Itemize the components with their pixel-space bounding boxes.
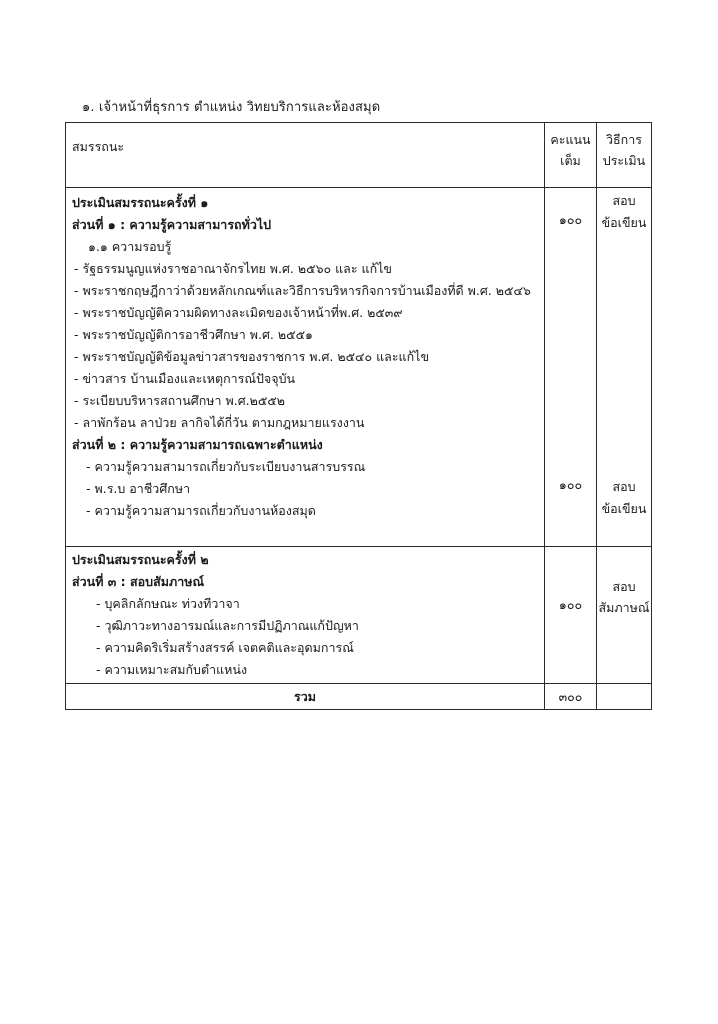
part1-score: ๑๐๐: [558, 212, 583, 227]
header-score: [545, 123, 597, 188]
list-item: - ข่าวสาร บ้านเมืองและเหตุการณ์ปัจจุบัน: [74, 371, 296, 386]
round1-row: [66, 188, 652, 547]
part1-title: ส่วนที่ ๑ : ความรู้ความสามารถทั่วไป: [72, 217, 272, 232]
round2-method-cell: [597, 547, 652, 684]
header-competency: สมรรถนะ: [66, 123, 545, 188]
round2-title: ประเมินสมรรถนะครั้งที่ ๒: [72, 552, 209, 567]
total-row: [66, 684, 652, 710]
part2-method-line1: สอบ: [612, 479, 636, 494]
part2-method: [597, 234, 651, 520]
header-score-line2: เต็ม: [560, 153, 581, 168]
header-score-line1: คะแนน: [550, 132, 591, 147]
round2-content: [66, 547, 545, 684]
list-item: - พระราชกฤษฎีกาว่าด้วยหลักเกณฑ์และวิธีการบริหารกิจการบ้านเมืองที่ดี พ.ศ. ๒๕๔๖: [74, 283, 531, 298]
list-item: - พ.ร.บ อาชีวศึกษา: [86, 481, 191, 496]
part2-title: ส่วนที่ ๒ : ความรู้ความสามารถเฉพาะตำแหน่ง: [72, 437, 323, 452]
part3-method-line1: สอบ: [612, 579, 636, 594]
header-method-line2: ประเมิน: [602, 153, 646, 168]
part2-score: ๑๐๐: [558, 477, 583, 492]
part1-method-line1: สอบ: [612, 193, 636, 208]
list-item: - ความคิดริเริ่มสร้างสรรค์ เจตคติและอุดมการณ์: [96, 640, 354, 655]
list-item: - พระราชบัญญัติการอาชีวศึกษา พ.ศ. ๒๕๕๑: [74, 327, 313, 342]
header-method-line1: วิธีการ: [606, 132, 642, 147]
page-heading: ๑. เจ้าหน้าที่ธุรการ ตำแหน่ง วิทยบริการและห้องสมุด: [82, 100, 381, 115]
subsection-title: ๑.๑ ความรอบรู้: [88, 239, 172, 254]
table-header-row: [66, 123, 652, 188]
list-item: - ลาพักร้อน ลาป่วย ลากิจได้กี่วัน ตามกฎหมายแรงงาน: [74, 415, 365, 430]
list-item: - ความรู้ความสามารถเกี่ยวกับระเบียบงานสารบรรณ: [86, 459, 366, 474]
part2-method-line2: ข้อเขียน: [601, 501, 647, 516]
round1-content: [66, 188, 545, 547]
total-value: ๓๐๐: [545, 684, 597, 710]
competency-table: [65, 122, 652, 710]
total-label: รวม: [66, 684, 545, 710]
part3-method: [597, 547, 651, 618]
list-item: - พระราชบัญญัติข้อมูลข่าวสารของราชการ พ.ศ. ๒๕๔๐ และแก้ไข: [74, 349, 430, 364]
round1-score-cell: [545, 188, 597, 547]
round2-row: [66, 547, 652, 684]
list-item: - ระเบียบบริหารสถานศึกษา พ.ศ.๒๕๕๒: [74, 393, 286, 408]
round1-title: ประเมินสมรรถนะครั้งที่ ๑: [72, 195, 209, 210]
round2-score-cell: [545, 547, 597, 684]
list-item: - ความรู้ความสามารถเกี่ยวกับงานห้องสมุด: [86, 503, 316, 518]
list-item: - พระราชบัญญัติความผิดทางละเมิดของเจ้าหน้าที่พ.ศ. ๒๕๓๙: [74, 305, 403, 320]
list-item: - ความเหมาะสมกับตำแหน่ง: [96, 662, 248, 677]
round1-method-cell: [597, 188, 652, 547]
part1-method: [597, 188, 651, 234]
list-item: - บุคลิกลักษณะ ท่วงทีวาจา: [96, 596, 240, 611]
list-item: - รัฐธรรมนูญแห่งราชอาณาจักรไทย พ.ศ. ๒๕๖๐ และ แก้ไข: [74, 261, 392, 276]
total-empty-cell: [597, 684, 652, 710]
part3-method-line2: สัมภาษณ์: [598, 600, 650, 615]
header-method: [597, 123, 652, 188]
part1-method-line2: ข้อเขียน: [601, 215, 647, 230]
part3-title: ส่วนที่ ๓ : สอบสัมภาษณ์: [72, 574, 205, 589]
list-item: - วุฒิภาวะทางอารมณ์และการมีปฏิภาณแก้ปัญหา: [96, 618, 359, 633]
part3-score: ๑๐๐: [558, 597, 583, 612]
